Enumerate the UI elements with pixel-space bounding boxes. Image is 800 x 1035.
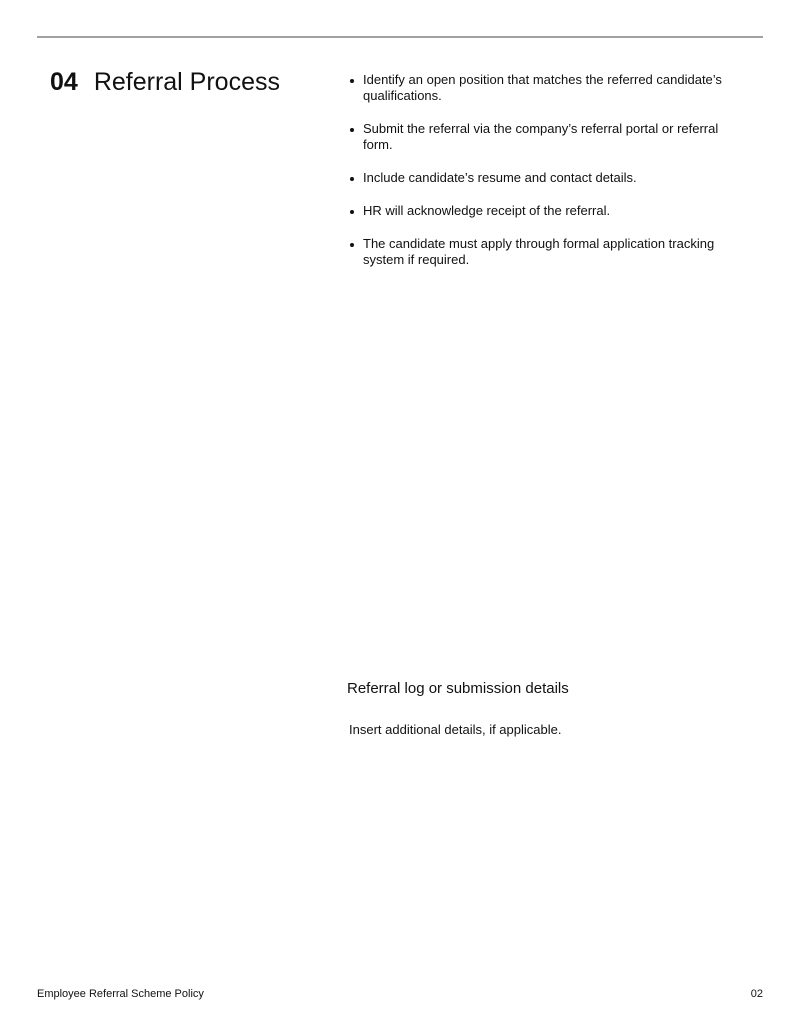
section-heading bbox=[50, 66, 280, 98]
list-item: The candidate must apply through formal application tracking system if required. bbox=[348, 236, 748, 268]
log-title: Referral log or submission details bbox=[347, 680, 569, 697]
list-item: Identify an open position that matches the referred candidate’s qualifications. bbox=[348, 72, 748, 104]
log-text: Insert additional details, if applicable. bbox=[349, 722, 562, 737]
footer-page-number: 02 bbox=[750, 988, 763, 1000]
steps-list bbox=[348, 72, 748, 285]
footer-doc-title: Employee Referral Scheme Policy bbox=[37, 988, 204, 1000]
list-item: Submit the referral via the company’s referral portal or referral form. bbox=[348, 121, 748, 153]
list-item: Include candidate’s resume and contact details. bbox=[348, 170, 748, 186]
top-divider bbox=[37, 36, 763, 38]
section-title: Referral Process bbox=[93, 68, 280, 96]
list-item: HR will acknowledge receipt of the referral. bbox=[348, 203, 748, 219]
section-number: 04 bbox=[50, 68, 78, 96]
